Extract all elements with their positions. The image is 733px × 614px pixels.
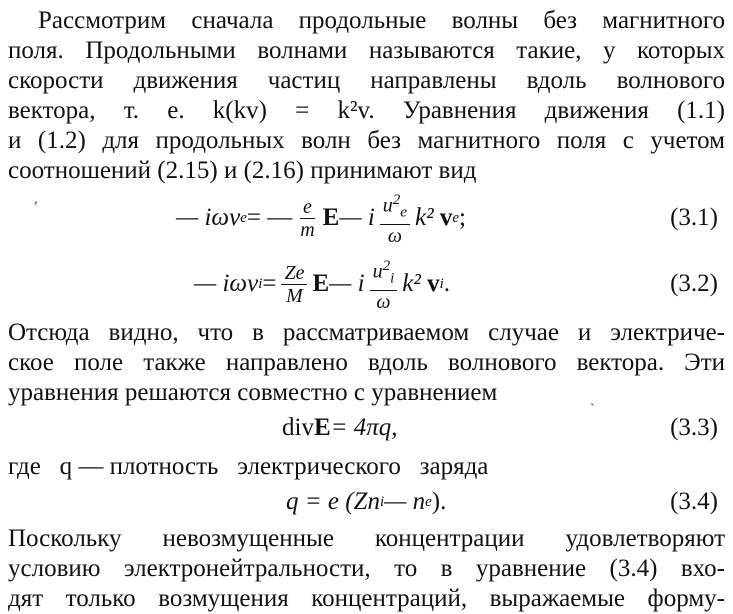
equation-body: [282, 398, 398, 458]
print-speck: `: [590, 402, 595, 417]
fraction-numerator: Ze: [281, 262, 307, 285]
div-operator: div: [282, 414, 314, 441]
eq-subscript: e: [240, 209, 247, 226]
eq-subscript: i: [379, 493, 385, 510]
equation-body: — iωv i = $\frac{Ze}{M}$ E — i $\frac{u^2_i}{\omega}$ k² v i .: [194, 254, 450, 314]
equation-number: (3.2): [670, 270, 718, 297]
fraction: [380, 189, 410, 247]
text-line: соотношений (2.15) и (2.16) принимают вид: [8, 157, 477, 184]
fraction-numerator: e: [300, 196, 315, 219]
eq-equals: =: [262, 270, 277, 297]
eq-lhs: — iωv: [194, 270, 259, 297]
text-line: условию электронейтральности, то в уравнение (3.4) вхо-: [8, 555, 725, 582]
text-line: дят только возмущения концентраций, выражаемые форму-: [8, 585, 725, 612]
eq-lhs: — iωv: [176, 204, 241, 231]
field-symbol: E: [312, 270, 330, 297]
eq-term: k²: [414, 204, 434, 231]
eq-subscript: e: [425, 493, 432, 510]
text-line: Рассмотрим сначала продольные волны без магнитного: [38, 7, 725, 34]
equation-number: (3.4): [670, 488, 718, 515]
text-line: уравнения решаются совместно с уравнением: [8, 379, 498, 406]
print-speck: ,: [34, 192, 38, 207]
text-line: скорости движения частиц направлены вдоль волнового: [8, 67, 725, 94]
fraction-denominator: m: [300, 218, 315, 241]
text-line: поля. Продольными волнами называются такие, у которых: [8, 37, 725, 64]
fraction-numerator: $u^2_e$: [380, 189, 410, 225]
eq-term: k²: [402, 270, 421, 297]
equation-body: — iωv e = — $\frac{e}{m}$ E — i $\frac{u^2_e}{\omega}$ k² v e ;: [176, 188, 466, 248]
field-symbol: E: [313, 414, 331, 441]
equation-body: q = e (Zn i — n e ).: [286, 488, 447, 515]
eq-subscript: i: [439, 275, 444, 292]
fraction: [370, 255, 398, 313]
equation-3-3: [0, 398, 718, 458]
text-line: где q — плотность электрического заряда: [8, 453, 489, 480]
fraction: [281, 262, 307, 307]
text-line: Отсюда видно, что в рассматриваемом случае и электриче-: [8, 319, 725, 346]
fraction-denominator: ω: [376, 290, 391, 313]
equation-3-2: [0, 254, 718, 314]
eq-equals: = —: [246, 204, 293, 231]
fraction-denominator: ω: [387, 224, 402, 247]
text-line: и (1.2) для продольных волн без магнитного поля с учетом: [8, 127, 725, 154]
fraction-denominator: M: [286, 284, 303, 307]
text-line: вектора, т. е. k(kv) = k²v. Уравнения движения (1.1): [8, 97, 725, 124]
eq-subscript: i: [258, 275, 263, 292]
equation-number: (3.1): [670, 204, 718, 231]
equation-3-1: [0, 188, 718, 248]
fraction-numerator: $u^2_i$: [370, 255, 398, 291]
eq-term: — i: [339, 204, 375, 231]
field-symbol: E: [322, 204, 340, 231]
equation-number: (3.3): [670, 414, 718, 441]
eq-subscript: e: [452, 209, 459, 226]
eq-rhs: = 4πq,: [330, 414, 398, 441]
fraction: [297, 196, 317, 241]
velocity-symbol: v: [427, 270, 440, 297]
text-line: ское поле также направлено вдоль волнового вектора. Эти: [8, 349, 725, 376]
eq-term: — i: [329, 270, 365, 297]
equation-3-4: [0, 472, 718, 532]
velocity-symbol: v: [439, 204, 453, 231]
text-line: Поскольку невозмущенные концентрации удовлетворяют: [8, 525, 725, 552]
